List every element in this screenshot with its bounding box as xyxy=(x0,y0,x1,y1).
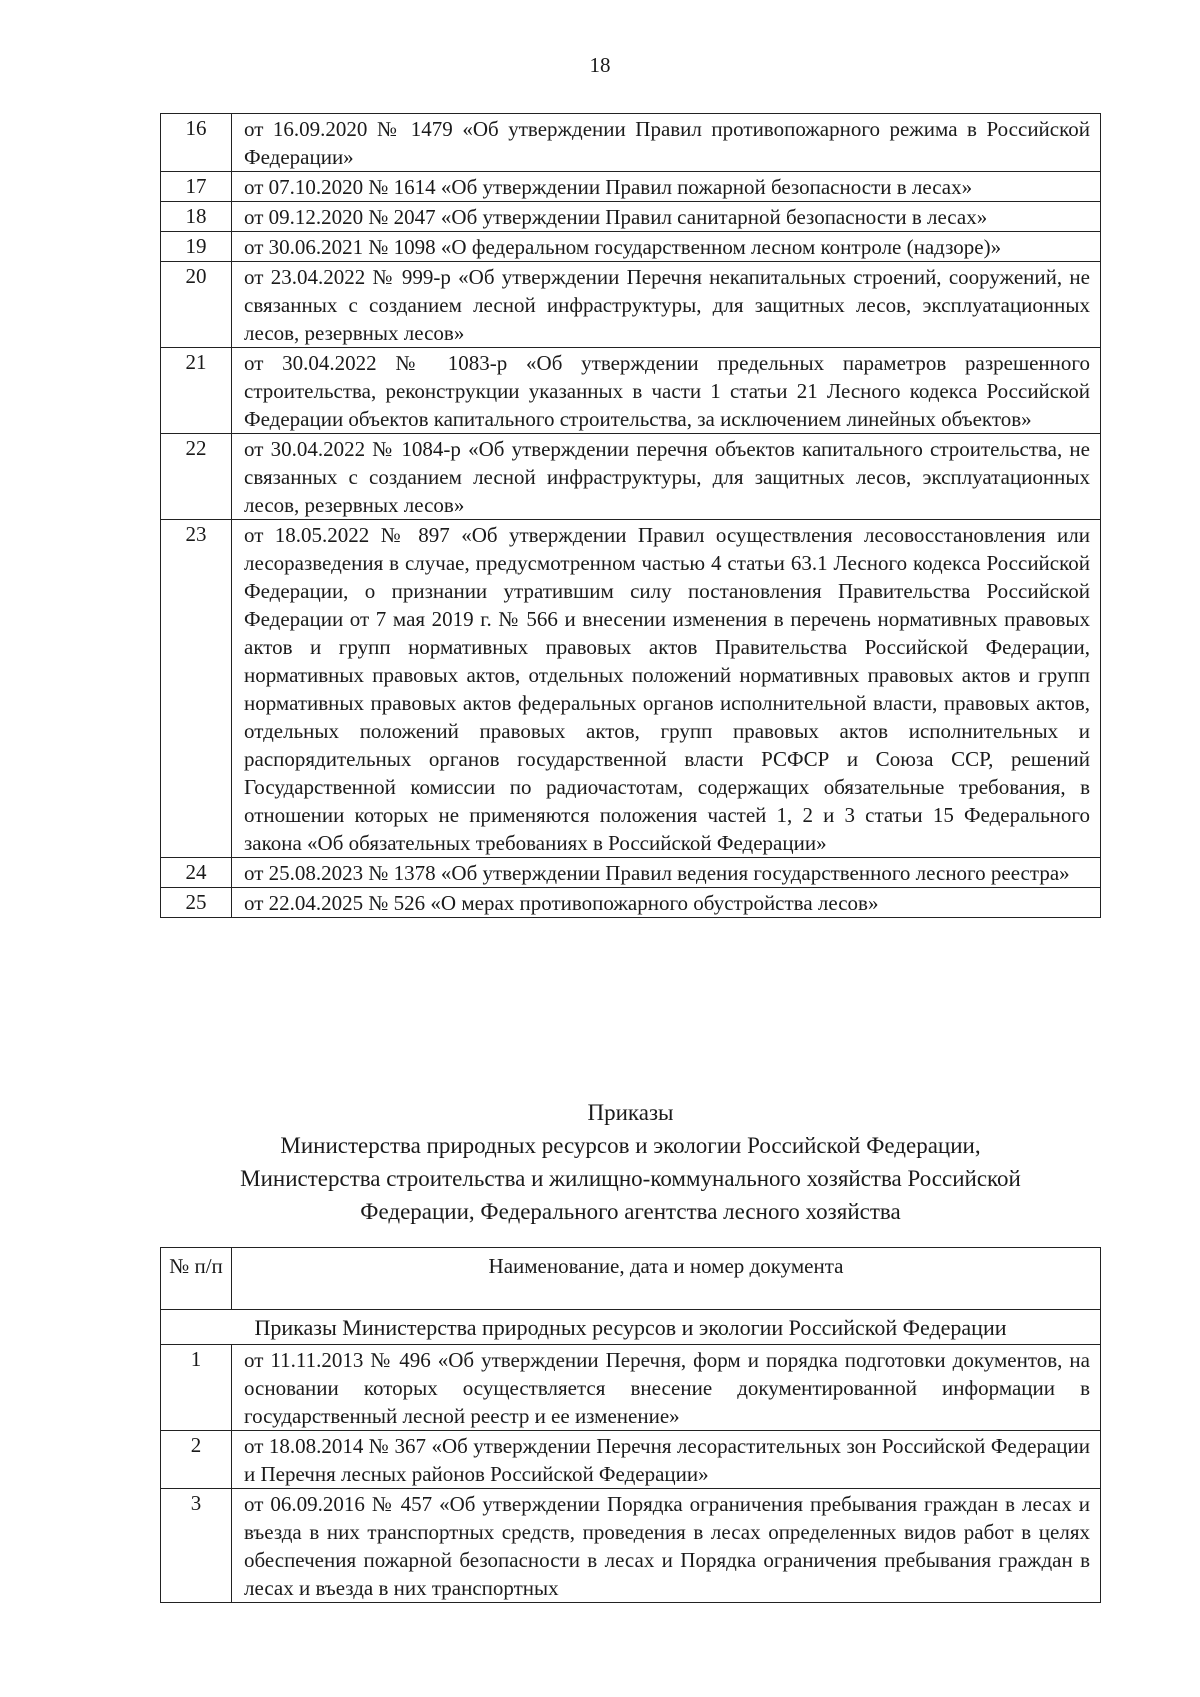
table-row xyxy=(161,434,1101,520)
section-heading-line: Министерства природных ресурсов и экологии Российской Федерации, xyxy=(280,1133,981,1158)
row-number: 20 xyxy=(161,262,232,348)
row-number: 23 xyxy=(161,520,232,858)
header-name: Наименование, дата и номер документа xyxy=(232,1248,1101,1310)
row-text: от 18.08.2014 № 367 «Об утверждении Перечня лесорастительных зон Российской Федерации и Перечня лесных районов Российской Федерации» xyxy=(232,1431,1101,1489)
table-row xyxy=(161,858,1101,888)
row-text: от 23.04.2022 № 999-р «Об утверждении Перечня некапитальных строений, сооружений, не связанных с созданием лесной инфраструктуры, для защитных лесов, эксплуатационных лесов, резервных лесов» xyxy=(232,262,1101,348)
table-row xyxy=(161,1431,1101,1489)
table-header-row xyxy=(161,1248,1101,1310)
row-text: от 06.09.2016 № 457 «Об утверждении Порядка ограничения пребывания граждан в лесах и въезда в них транспортных средств, проведения в лесах определенных видов работ в целях обеспечения пожарной безопасности в лесах и Порядка ограничения пребывания граждан в лесах и въезда в них транспортных xyxy=(232,1489,1101,1603)
row-text: от 11.11.2013 № 496 «Об утверждении Перечня, форм и порядка подготовки документов, на основании которых осуществляется внесение документированной информации в государственный лесной реестр и ее изменение» xyxy=(232,1345,1101,1431)
row-number: 16 xyxy=(161,114,232,172)
table-row xyxy=(161,262,1101,348)
row-text: от 18.05.2022 № 897 «Об утверждении Правил осуществления лесовосстановления или лесоразведения в случае, предусмотренном частью 4 статьи 63.1 Лесного кодекса Российской Федерации, о признании утратившим силу постановления Правительства Российской Федерации от 7 мая 2019 г. № 566 и внесении изменения в перечень нормативных правовых актов и групп нормативных правовых актов Правительства Российской Федерации, нормативных правовых актов, отдельных положений нормативных правовых актов и групп нормативных правовых актов федеральных органов исполнительной власти, правовых актов, отдельных положений правовых актов, групп правовых актов исполнительных и распорядительных органов государственной власти РСФСР и Союза ССР, решений Государственной комиссии по радиочастотам, содержащих обязательные требования, в отношении которых не применяются положения частей 1, 2 и 3 статьи 15 Федерального закона «Об обязательных требованиях в Российской Федерации» xyxy=(232,520,1101,858)
row-number: 17 xyxy=(161,172,232,202)
row-number: 3 xyxy=(161,1489,232,1603)
row-text: от 30.04.2022 № 1084-р «Об утверждении перечня объектов капитального строительства, не связанных с созданием лесной инфраструктуры, для защитных лесов, эксплуатационных лесов, резервных лесов» xyxy=(232,434,1101,520)
row-text: от 25.08.2023 № 1378 «Об утверждении Правил ведения государственного лесного реестра» xyxy=(232,858,1101,888)
row-number: 19 xyxy=(161,232,232,262)
section-title: Приказы xyxy=(587,1100,674,1125)
row-number: 18 xyxy=(161,202,232,232)
orders-table xyxy=(160,1247,1101,1603)
subsection-row xyxy=(161,1310,1101,1345)
row-number: 21 xyxy=(161,348,232,434)
section-heading xyxy=(160,1096,1101,1228)
header-number: № п/п xyxy=(161,1248,232,1310)
table-row xyxy=(161,202,1101,232)
row-number: 24 xyxy=(161,858,232,888)
row-number: 22 xyxy=(161,434,232,520)
table-row xyxy=(161,520,1101,858)
row-text: от 16.09.2020 № 1479 «Об утверждении Правил противопожарного режима в Российской Федерации» xyxy=(232,114,1101,172)
table-row xyxy=(161,348,1101,434)
row-number: 1 xyxy=(161,1345,232,1431)
section-heading-line: Министерства строительства и жилищно-коммунального хозяйства Российской xyxy=(240,1166,1021,1191)
table-row xyxy=(161,888,1101,918)
table-row xyxy=(161,172,1101,202)
table-row xyxy=(161,1345,1101,1431)
table-row xyxy=(161,1489,1101,1603)
page-number: 18 xyxy=(589,53,611,77)
row-number: 25 xyxy=(161,888,232,918)
row-text: от 30.04.2022 № 1083-р «Об утверждении предельных параметров разрешенного строительства, реконструкции указанных в части 1 статьи 21 Лесного кодекса Российской Федерации объектов капитального строительства, за исключением линейных объектов» xyxy=(232,348,1101,434)
row-text: от 07.10.2020 № 1614 «Об утверждении Правил пожарной безопасности в лесах» xyxy=(232,172,1101,202)
row-text: от 30.06.2021 № 1098 «О федеральном государственном лесном контроле (надзоре)» xyxy=(232,232,1101,262)
section-heading-line: Федерации, Федерального агентства лесного хозяйства xyxy=(360,1199,901,1224)
row-number: 2 xyxy=(161,1431,232,1489)
resolutions-table xyxy=(160,113,1101,918)
table-row xyxy=(161,232,1101,262)
row-text: от 09.12.2020 № 2047 «Об утверждении Правил санитарной безопасности в лесах» xyxy=(232,202,1101,232)
table-row xyxy=(161,114,1101,172)
row-text: от 22.04.2025 № 526 «О мерах противопожарного обустройства лесов» xyxy=(232,888,1101,918)
subsection-title: Приказы Министерства природных ресурсов и экологии Российской Федерации xyxy=(161,1310,1101,1345)
